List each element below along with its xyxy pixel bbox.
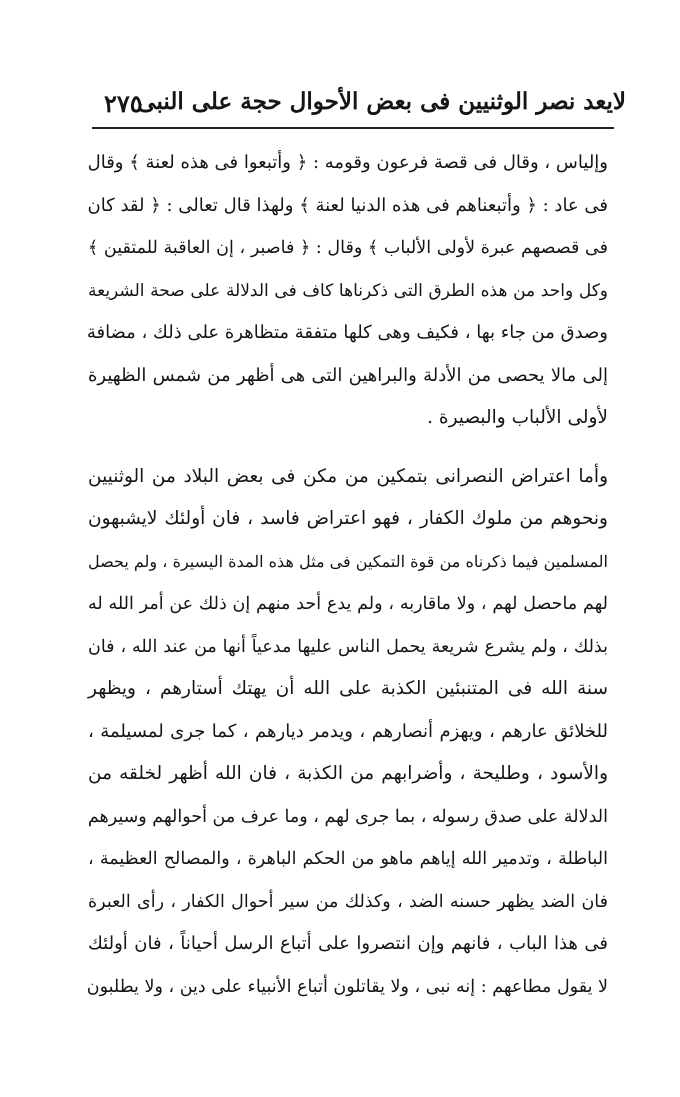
text-line: لا يقول مطاعهم : إنه نبى ، ولا يقاتلون أتباع الأنبياء على دين ، ولا يطلبون <box>86 976 608 997</box>
text-line: لأولى الألباب والبصيرة . <box>427 407 608 428</box>
text-line: فى عاد : ﴿ وأتبعناهم فى هذه الدنيا لعنة ﴾ ولهذا قال تعالى : ﴿ لقد كان <box>87 194 608 216</box>
text-line: بذلك ، ولم يشرع شريعة يحمل الناس عليها مدعياً أنها من عند الله ، فان <box>88 636 608 657</box>
page-number: ٢٧٥ <box>104 89 143 118</box>
body-text <box>88 142 608 1008</box>
text-line: وكل واحد من هذه الطرق التى ذكرناها كاف فى الدلالة على صحة الشريعة <box>88 280 608 301</box>
paragraph-2 <box>88 456 608 1009</box>
text-line: للخلائق عارهم ، ويهزم أنصارهم ، ويدمر ديارهم ، كما جرى لمسيلمة ، <box>88 720 608 742</box>
text-line: فان الضد يظهر حسنه الضد ، وكذلك من سير أحوال الكفار ، رأى العبرة <box>88 891 608 912</box>
text-line: وأما اعتراض النصرانى بتمكين من مكن فى بعض البلاد من الوثنيين <box>88 465 608 487</box>
page-header <box>92 82 630 126</box>
text-line: لهم ماحصل لهم ، ولا ماقاربه ، ولم يدع أحد منهم إن ذلك عن أمر الله له <box>88 594 608 614</box>
text-line: إلى مالا يحصى من الأدلة والبراهين التى هى أظهر من شمس الظهيرة <box>88 364 608 386</box>
text-line: فى هذا الباب ، فانهم وإن انتصروا على أتباع الرسل أحياناً ، فان أولئك <box>88 933 608 954</box>
text-line: وإلياس ، وقال فى قصة فرعون وقومه : ﴿ وأتبعوا فى هذه لعنة ﴾ وقال <box>87 152 608 173</box>
header-rule <box>92 127 614 129</box>
text-line: الدلالة على صدق رسوله ، بما جرى لهم ، وما عرف من أحوالهم وسيرهم <box>87 806 608 827</box>
text-line: سنة الله فى المتنبئين الكذبة على الله أن يهتك أستارهم ، ويظهر <box>88 678 608 699</box>
text-line: وصدق من جاء بها ، فكيف وهى كلها متفقة متظاهرة على ذلك ، مضافة <box>86 322 608 343</box>
text-line: والأسود ، وطليحة ، وأضرابهم من الكذبة ، فان الله أظهر لخلقه من <box>88 763 608 784</box>
running-title: لايعد نصر الوثنيين فى بعض الأحوال حجة على النبى <box>137 88 626 115</box>
paragraph-1 <box>88 142 608 440</box>
text-line: ونحوهم من ملوك الكفار ، فهو اعتراض فاسد ، فان أولئك لايشبهون <box>88 508 608 529</box>
text-line: المسلمين فيما ذكرناه من قوة التمكين فى مثل هذه المدة اليسيرة ، ولم يحصل <box>88 551 608 571</box>
paragraph-gap <box>88 440 608 456</box>
text-line: فى قصصهم عبرة لأولى الألباب ﴾ وقال : ﴿ فاصبر ، إن العاقبة للمتقين ﴾ <box>88 238 608 258</box>
text-line: الباطلة ، وتدمير الله إياهم ماهو من الحكم الباهرة ، والمصالح العظيمة ، <box>88 849 608 869</box>
